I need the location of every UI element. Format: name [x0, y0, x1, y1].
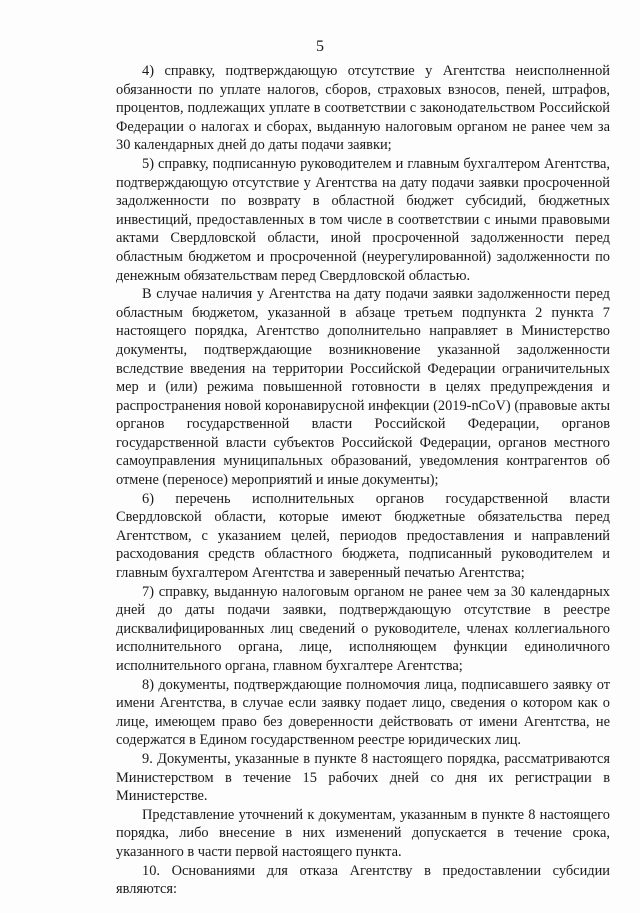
paragraph-debt-case: В случае наличия у Агентства на дату подачи заявки задолженности перед областным бюджетом, указанной в абзаце третьем подпункта 2 пункта 7 настоящего порядка, Агентство дополнительно направляет в Министерство документы, подтверждающие возникновение указанной задолженности вследствие введения на территории Российской Федерации ограничительных мер и (или) режима повышенной готовности в целях предупреждения и распространения новой коронавирусной инфекции (2019-nCoV) (правовые акты органов государственной власти Российской Федерации, органов государственной власти субъектов Российской Федерации, органов местного самоуправления муниципальных образований, уведомления контрагентов об отмене (переносе) мероприятий и иные документы); [116, 286, 610, 489]
document-body [116, 62, 610, 899]
paragraph-clause-10: 10. Основаниями для отказа Агентству в предоставлении субсидии являются: [116, 862, 610, 898]
paragraph-item-8: 8) документы, подтверждающие полномочия лица, подписавшего заявку от имени Агентства, в случае если заявку подает лицо, сведения о котором как о лице, имеющем право без доверенности действовать от имени Агентства, не содержатся в Едином государственном реестре юридических лиц. [116, 676, 610, 749]
paragraph-clause-9: 9. Документы, указанные в пункте 8 настоящего порядка, рассматриваются Министерством в течение 15 рабочих дней со дня их регистрации в Министерстве. [116, 750, 610, 805]
page-number: 5 [316, 38, 324, 55]
paragraph-item-7: 7) справку, выданную налоговым органом не ранее чем за 30 календарных дней до даты подачи заявки, подтверждающую отсутствие в реестре дисквалифицированных лиц сведений о руководителе, членах коллегиального исполнительного органа, лице, исполняющем функции единоличного исполнительного органа, главном бухгалтере Агентства; [116, 583, 610, 674]
paragraph-clarifications: Представление уточнений к документам, указанным в пункте 8 настоящего порядка, либо внесение в них изменений допускается в течение срока, указанного в части первой настоящего пункта. [116, 806, 610, 860]
paragraph-item-6: 6) перечень исполнительных органов государственной власти Свердловской области, которые имеют бюджетные обязательства перед Агентством, с указанием целей, периодов предоставления и направлений расходования средств областного бюджета, подписанный руководителем и главным бухгалтером Агентства и заверенный печатью Агентства; [116, 490, 610, 582]
paragraph-item-5: 5) справку, подписанную руководителем и главным бухгалтером Агентства, подтверждающую отсутствие у Агентства на дату подачи заявки просроченной задолженности по возврату в областной бюджет субсидий, бюджетных инвестиций, предоставленных в том числе в соответствии с иными правовыми актами Свердловской области, иной просроченной задолженности перед областным бюджетом и просроченной (неурегулированной) задолженности по денежным обязательствам перед Свердловской областью. [116, 155, 610, 284]
paragraph-item-4: 4) справку, подтверждающую отсутствие у Агентства неисполненной обязанности по уплате налогов, сборов, страховых взносов, пеней, штрафов, процентов, подлежащих уплате в соответствии с законодательством Российской Федерации о налогах и сборах, выданную налоговым органом не ранее чем за 30 календарных дней до даты подачи заявки; [116, 63, 610, 154]
